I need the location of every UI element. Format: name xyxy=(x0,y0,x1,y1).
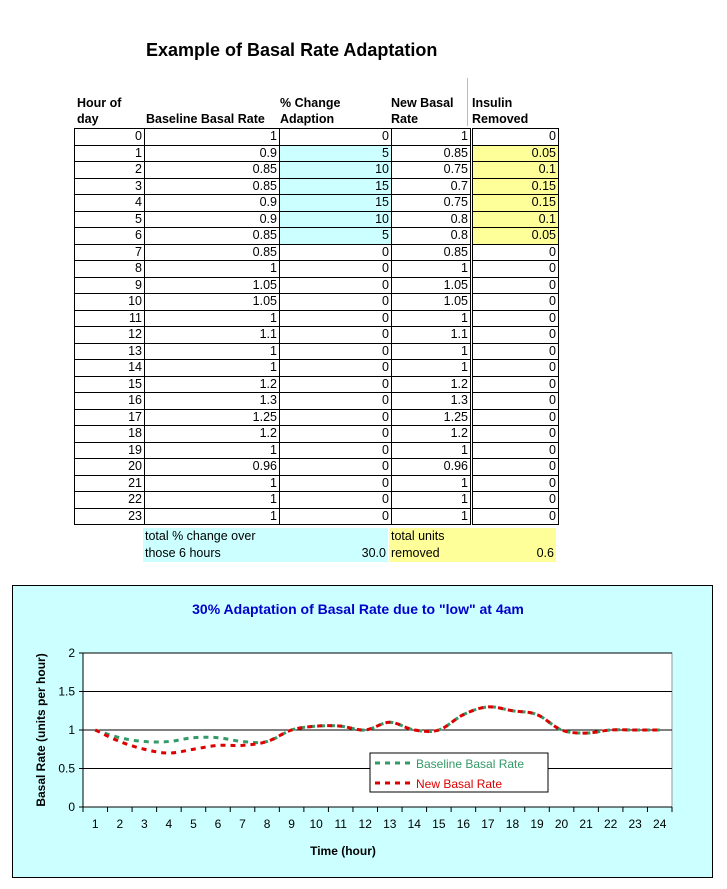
table-cell[interactable]: 10 xyxy=(280,162,392,179)
y-tick-label: 1 xyxy=(68,723,75,737)
table-cell[interactable]: 1.2 xyxy=(392,376,472,393)
table-row xyxy=(75,195,559,212)
x-tick-label: 24 xyxy=(653,817,667,831)
y-tick-label: 0.5 xyxy=(58,761,75,776)
table-row xyxy=(75,409,559,426)
table-cell[interactable]: 12 xyxy=(75,327,145,344)
table-cell[interactable]: 1.25 xyxy=(392,409,472,426)
table-row xyxy=(75,492,559,509)
table-cell[interactable]: 0 xyxy=(280,294,392,311)
header-hour xyxy=(77,95,121,127)
table-cell[interactable]: 0.1 xyxy=(472,211,559,228)
y-axis-label: Basal Rate (units per hour) xyxy=(34,653,48,807)
table-cell[interactable]: 0.1 xyxy=(472,162,559,179)
table-cell[interactable]: 1.2 xyxy=(145,426,280,443)
table-row xyxy=(75,343,559,360)
table-cell[interactable]: 1.1 xyxy=(392,327,472,344)
x-tick-label: 17 xyxy=(481,817,495,831)
table-row xyxy=(75,211,559,228)
table-cell[interactable]: 18 xyxy=(75,426,145,443)
x-tick-label: 15 xyxy=(432,817,446,831)
table-cell[interactable]: 0 xyxy=(280,459,392,476)
table-cell[interactable]: 1 xyxy=(145,310,280,327)
table-row xyxy=(75,310,559,327)
header-hour-line2: day xyxy=(77,112,99,126)
x-tick-label: 20 xyxy=(554,817,569,831)
chart-title: 30% Adaptation of Basal Rate due to "low" at 4am xyxy=(192,601,524,617)
table-cell[interactable]: 1 xyxy=(392,261,472,278)
total-units-cell xyxy=(389,528,556,562)
table-cell[interactable]: 0 xyxy=(280,129,392,146)
table-cell[interactable]: 15 xyxy=(280,178,392,195)
table-cell[interactable]: 0 xyxy=(472,277,559,294)
table-cell[interactable]: 8 xyxy=(75,261,145,278)
table-cell[interactable]: 1.1 xyxy=(145,327,280,344)
x-tick-label: 19 xyxy=(530,817,544,831)
x-tick-label: 7 xyxy=(239,817,246,831)
table-row xyxy=(75,376,559,393)
header-newrate xyxy=(391,95,454,127)
table-cell[interactable]: 0.15 xyxy=(472,178,559,195)
table-cell[interactable]: 0 xyxy=(280,426,392,443)
table-row xyxy=(75,178,559,195)
table-cell[interactable]: 0.8 xyxy=(392,211,472,228)
table-row xyxy=(75,277,559,294)
header-newrate-line2: Rate xyxy=(391,112,419,126)
table-cell[interactable]: 0.9 xyxy=(145,211,280,228)
table-cell[interactable]: 0.05 xyxy=(472,228,559,245)
total-pct-label-1: total % change over xyxy=(145,529,256,543)
table-cell[interactable]: 1 xyxy=(392,129,472,146)
x-tick-label: 4 xyxy=(165,817,173,831)
table-cell[interactable]: 1 xyxy=(145,508,280,525)
table-cell[interactable]: 15 xyxy=(75,376,145,393)
table-cell[interactable]: 1 xyxy=(145,261,280,278)
table-cell[interactable]: 1 xyxy=(145,475,280,492)
table-cell[interactable]: 0.85 xyxy=(145,178,280,195)
table-cell[interactable]: 14 xyxy=(75,360,145,377)
header-pct-line2: Adaption xyxy=(280,112,335,126)
table-cell[interactable]: 1 xyxy=(392,442,472,459)
table-cell[interactable]: 10 xyxy=(280,211,392,228)
header-removed-line1: Insulin xyxy=(472,96,513,110)
table-row xyxy=(75,294,559,311)
table-cell[interactable]: 1 xyxy=(392,360,472,377)
header-pct xyxy=(280,95,340,127)
table-cell[interactable]: 0 xyxy=(472,376,559,393)
table-cell[interactable]: 0.9 xyxy=(145,195,280,212)
table-cell[interactable]: 9 xyxy=(75,277,145,294)
table-cell[interactable]: 0 xyxy=(280,327,392,344)
table-row xyxy=(75,162,559,179)
table-cell[interactable]: 0 xyxy=(472,426,559,443)
table-cell[interactable]: 0 xyxy=(280,442,392,459)
table-cell[interactable]: 0 xyxy=(472,393,559,410)
table-cell[interactable]: 0.75 xyxy=(392,195,472,212)
x-tick-label: 16 xyxy=(456,817,471,831)
total-units-label-1: total units xyxy=(391,529,445,543)
table-cell[interactable]: 0 xyxy=(280,508,392,525)
table-cell[interactable]: 6 xyxy=(75,228,145,245)
table-cell[interactable]: 20 xyxy=(75,459,145,476)
table-cell[interactable]: 0.8 xyxy=(392,228,472,245)
table-cell[interactable]: 1 xyxy=(392,310,472,327)
table-cell[interactable]: 1 xyxy=(392,492,472,509)
table-cell[interactable]: 22 xyxy=(75,492,145,509)
total-units-value: 0.6 xyxy=(536,546,554,560)
header-newrate-line1: New Basal xyxy=(391,96,454,110)
table-cell[interactable]: 0.96 xyxy=(145,459,280,476)
table-cell[interactable]: 0 xyxy=(472,360,559,377)
table-cell[interactable]: 1.05 xyxy=(392,294,472,311)
table-cell[interactable]: 1.05 xyxy=(145,277,280,294)
x-tick-label: 22 xyxy=(603,817,618,831)
table-cell[interactable]: 0 xyxy=(472,261,559,278)
basal-rate-table xyxy=(74,128,559,525)
x-tick-label: 11 xyxy=(334,817,347,831)
table-cell[interactable]: 7 xyxy=(75,244,145,261)
y-tick-label: 2 xyxy=(68,646,75,660)
table-cell[interactable]: 21 xyxy=(75,475,145,492)
table-row xyxy=(75,508,559,525)
legend-baseline-label: Baseline Basal Rate xyxy=(416,757,525,771)
table-row xyxy=(75,360,559,377)
table-cell[interactable]: 1.05 xyxy=(145,294,280,311)
table-cell[interactable]: 10 xyxy=(75,294,145,311)
table-cell[interactable]: 1 xyxy=(392,508,472,525)
table-cell[interactable]: 1 xyxy=(145,492,280,509)
table-cell[interactable]: 0 xyxy=(472,310,559,327)
table-cell[interactable]: 0.85 xyxy=(392,244,472,261)
table-row xyxy=(75,426,559,443)
x-tick-label: 13 xyxy=(383,817,397,831)
table-cell[interactable]: 0.85 xyxy=(145,162,280,179)
table-cell[interactable]: 2 xyxy=(75,162,145,179)
table-cell[interactable]: 5 xyxy=(280,145,392,162)
table-cell[interactable]: 0 xyxy=(280,310,392,327)
table-row xyxy=(75,393,559,410)
x-tick-label: 9 xyxy=(288,817,295,831)
sheet-title: Example of Basal Rate Adaptation xyxy=(146,40,438,60)
table-cell[interactable]: 1.2 xyxy=(145,376,280,393)
x-tick-label: 23 xyxy=(628,817,642,831)
x-tick-label: 1 xyxy=(91,817,99,831)
table-row xyxy=(75,442,559,459)
x-tick-label: 14 xyxy=(407,817,421,831)
table-cell[interactable]: 0 xyxy=(280,343,392,360)
y-tick-label: 0 xyxy=(68,800,75,814)
table-cell[interactable]: 1.25 xyxy=(145,409,280,426)
table-cell[interactable]: 3 xyxy=(75,178,145,195)
header-removed-line2: Removed xyxy=(472,112,529,126)
x-tick-label: 12 xyxy=(358,817,372,831)
table-cell[interactable]: 11 xyxy=(75,310,145,327)
table-cell[interactable]: 1.3 xyxy=(145,393,280,410)
total-pct-label-2: those 6 hours xyxy=(145,546,221,560)
table-cell[interactable]: 0 xyxy=(280,277,392,294)
table-cell[interactable]: 4 xyxy=(75,195,145,212)
table-cell[interactable]: 17 xyxy=(75,409,145,426)
table-cell[interactable]: 0.85 xyxy=(145,228,280,245)
table-row xyxy=(75,145,559,162)
table-cell[interactable]: 0 xyxy=(280,393,392,410)
table-cell[interactable]: 0 xyxy=(280,360,392,377)
table-cell[interactable]: 0.85 xyxy=(145,244,280,261)
table-cell[interactable]: 1.05 xyxy=(392,277,472,294)
table-cell[interactable]: 0 xyxy=(472,459,559,476)
y-tick-label: 1.5 xyxy=(58,684,75,699)
table-cell[interactable]: 0.7 xyxy=(392,178,472,195)
table-cell[interactable]: 0 xyxy=(472,475,559,492)
table-cell[interactable]: 0 xyxy=(280,492,392,509)
x-tick-label: 6 xyxy=(214,817,222,831)
x-axis-label: Time (hour) xyxy=(310,844,376,858)
table-cell[interactable]: 0 xyxy=(472,343,559,360)
table-row xyxy=(75,261,559,278)
table-cell[interactable]: 0.9 xyxy=(145,145,280,162)
chart-area[interactable] xyxy=(12,585,713,878)
x-tick-label: 18 xyxy=(505,817,520,831)
x-tick-label: 10 xyxy=(309,817,323,831)
table-cell[interactable]: 0.15 xyxy=(472,195,559,212)
x-tick-label: 2 xyxy=(116,817,124,831)
table-row xyxy=(75,475,559,492)
x-tick-label: 5 xyxy=(190,817,197,831)
table-row xyxy=(75,459,559,476)
table-cell[interactable]: 0.75 xyxy=(392,162,472,179)
total-pct-value: 30.0 xyxy=(361,546,386,560)
x-tick-label: 21 xyxy=(579,817,593,831)
x-tick-label: 8 xyxy=(263,817,271,831)
legend xyxy=(370,753,548,792)
table-row xyxy=(75,327,559,344)
table-cell[interactable]: 0 xyxy=(472,492,559,509)
table-cell[interactable]: 23 xyxy=(75,508,145,525)
header-removed xyxy=(472,95,528,127)
table-cell[interactable]: 0 xyxy=(472,327,559,344)
table-cell[interactable]: 0 xyxy=(472,244,559,261)
table-cell[interactable]: 0 xyxy=(75,129,145,146)
table-cell[interactable]: 0.85 xyxy=(392,145,472,162)
table-cell[interactable]: 1 xyxy=(145,343,280,360)
table-cell[interactable]: 19 xyxy=(75,442,145,459)
table-cell[interactable]: 0 xyxy=(280,475,392,492)
table-cell[interactable]: 0.05 xyxy=(472,145,559,162)
table-cell[interactable]: 1.2 xyxy=(392,426,472,443)
table-cell[interactable]: 0 xyxy=(472,129,559,146)
column-divider xyxy=(467,78,468,126)
table-cell[interactable]: 0 xyxy=(472,409,559,426)
table-cell[interactable]: 0 xyxy=(280,376,392,393)
table-row xyxy=(75,129,559,146)
table-cell[interactable]: 1 xyxy=(145,442,280,459)
table-cell[interactable]: 0 xyxy=(280,409,392,426)
header-hour-line1: Hour of xyxy=(77,96,122,110)
table-row xyxy=(75,244,559,261)
table-cell[interactable]: 0 xyxy=(472,442,559,459)
legend-new-label: New Basal Rate xyxy=(416,777,503,791)
header-pct-line1: % Change xyxy=(280,96,341,110)
basal-rate-chart xyxy=(13,586,712,877)
table-cell[interactable]: 0 xyxy=(280,244,392,261)
header-baseline: Baseline Basal Rate xyxy=(146,112,265,126)
table-cell[interactable]: 1 xyxy=(145,129,280,146)
table-cell[interactable]: 1 xyxy=(75,145,145,162)
x-tick-label: 3 xyxy=(141,817,148,831)
table-cell[interactable]: 15 xyxy=(280,195,392,212)
table-cell[interactable]: 1 xyxy=(392,475,472,492)
total-units-label-2: removed xyxy=(391,546,440,560)
table-cell[interactable]: 5 xyxy=(280,228,392,245)
table-cell[interactable]: 1 xyxy=(392,343,472,360)
table-cell[interactable]: 0 xyxy=(472,294,559,311)
table-cell[interactable]: 0 xyxy=(472,508,559,525)
table-cell[interactable]: 13 xyxy=(75,343,145,360)
table-cell[interactable]: 5 xyxy=(75,211,145,228)
table-cell[interactable]: 1 xyxy=(145,360,280,377)
table-cell[interactable]: 1.3 xyxy=(392,393,472,410)
table-row xyxy=(75,228,559,245)
total-pct-cell xyxy=(143,528,388,562)
table-cell[interactable]: 16 xyxy=(75,393,145,410)
table-cell[interactable]: 0 xyxy=(280,261,392,278)
table-cell[interactable]: 0.96 xyxy=(392,459,472,476)
